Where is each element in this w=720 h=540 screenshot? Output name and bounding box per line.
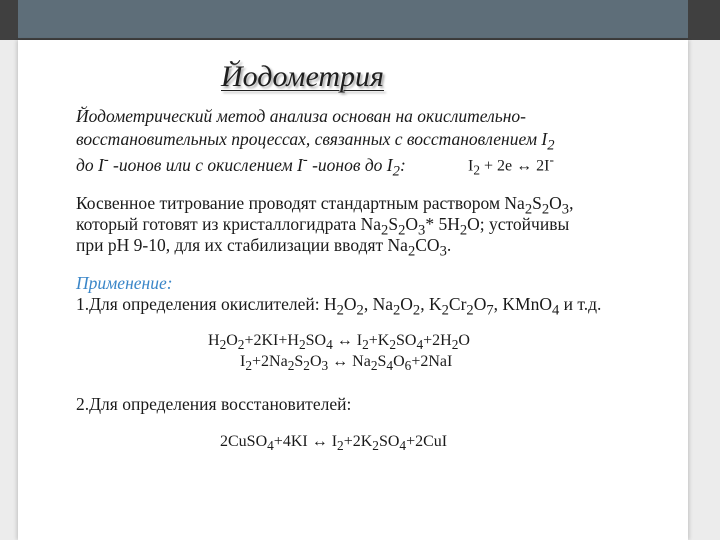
subscript: 3 (321, 358, 329, 374)
subscript: 2 (370, 358, 378, 374)
text: S (532, 193, 542, 213)
text: O; устойчивы (467, 214, 570, 234)
text: S (377, 353, 387, 370)
superscript: - (103, 152, 109, 168)
iodine-half-reaction (468, 152, 554, 179)
text: * 5H (425, 214, 460, 234)
text: O (549, 193, 562, 213)
subscript: 2 (412, 302, 421, 319)
reducers-item: 2.Для определения восстановителей: (76, 394, 352, 414)
subscript: 2 (466, 302, 474, 319)
subscript: 7 (486, 302, 494, 319)
superscript: - (302, 152, 308, 168)
text: O (473, 294, 487, 314)
text: +2Na (252, 353, 288, 370)
subscript: 2 (372, 438, 379, 454)
slide-title: Йодометрия (221, 60, 384, 93)
subscript: 4 (551, 302, 560, 319)
text: +4KI ↔ I (273, 433, 338, 450)
subscript: 2 (473, 162, 480, 178)
text: O (393, 353, 405, 370)
text: 1.Для определения окислителей: H (76, 294, 337, 314)
subscript: 2 (541, 201, 550, 218)
text: +2K (343, 433, 373, 450)
intro-line-3 (76, 152, 406, 180)
subscript: 4 (326, 337, 333, 353)
subscript: 2 (336, 302, 344, 319)
subscript: 2 (303, 358, 310, 374)
subscript: 2 (547, 137, 555, 154)
text: O (343, 294, 357, 314)
subscript: 2 (392, 302, 401, 319)
text: -ионов или с окислением I (108, 154, 303, 175)
text: , Na (363, 294, 393, 314)
text: O (309, 353, 322, 370)
oxidizers-item (76, 294, 601, 320)
text: H (208, 332, 220, 349)
slide (18, 40, 688, 540)
subscript: 2 (389, 337, 396, 353)
top-accent-band (18, 0, 688, 38)
subscript: 3 (561, 201, 570, 218)
text: ↔ Na (328, 353, 371, 370)
text: , KMnO (493, 294, 552, 314)
text: при pH 9-10, для их стабилизации вводят Na (76, 235, 408, 255)
text: и т.д. (559, 294, 602, 314)
text: SO (305, 332, 327, 349)
text: ↔ I (332, 332, 363, 349)
text: , K (420, 294, 442, 314)
text: SO (378, 433, 400, 450)
subscript: 2 (441, 302, 449, 319)
text: Косвенное титрование проводят стандартным раствором Na (76, 193, 525, 213)
subscript: 2 (337, 438, 344, 454)
text: S (388, 214, 399, 234)
subscript: 4 (399, 438, 407, 454)
subscript: 2 (381, 222, 389, 239)
text: : (399, 154, 406, 175)
text: -ионов до I (307, 154, 393, 175)
thiosulfate-equation (240, 353, 452, 374)
text: +2H (423, 332, 452, 349)
text: . (446, 235, 452, 255)
subscript: 4 (416, 337, 424, 353)
indirect-line-3 (76, 235, 451, 261)
text: Cr (448, 294, 467, 314)
text: I (240, 353, 246, 370)
subscript: 2 (524, 201, 533, 218)
text: S (294, 353, 304, 370)
text: +2NaI (411, 353, 453, 370)
subscript: 2 (237, 337, 245, 353)
intro-line-2 (76, 129, 554, 155)
text: I (468, 157, 474, 175)
subscript: 2 (287, 358, 295, 374)
subscript: 3 (439, 243, 447, 260)
text: который готовят из кристаллогидрата Na (76, 214, 382, 234)
text: CO (415, 235, 440, 255)
subscript: 4 (386, 358, 394, 374)
subscript: 2 (392, 163, 400, 180)
text: +2CuI (406, 433, 448, 450)
text: O (226, 332, 238, 349)
text: +K (368, 332, 390, 349)
text: до I (76, 154, 104, 175)
subscript: 3 (418, 222, 426, 239)
subscript: 2 (459, 222, 468, 239)
top-bar (0, 0, 720, 40)
subscript: 2 (219, 337, 227, 353)
copper-sulfate-equation (220, 433, 447, 454)
text: O (405, 214, 419, 234)
text: +2KI+H (244, 332, 299, 349)
subscript: 2 (398, 222, 406, 239)
subscript: 2 (362, 337, 369, 353)
text: SO (396, 332, 417, 349)
subscript: 6 (404, 358, 412, 374)
subscript: 2 (298, 337, 306, 353)
subscript: 2 (356, 302, 364, 319)
subscript: 2 (451, 337, 459, 353)
text: 2CuSO (220, 433, 268, 450)
subscript: 2 (245, 358, 252, 374)
intro-line-2-text: восстановительных процессах, связанных с восстановлением I (76, 129, 548, 149)
peroxide-equation (208, 332, 470, 353)
text: + 2e ↔ 2I (480, 157, 550, 175)
intro-line-1: Йодометрический метод анализа основан на окислительно- (76, 106, 526, 126)
subscript: 2 (407, 243, 416, 260)
text: , (569, 193, 574, 213)
text: O (458, 332, 470, 349)
text: O (400, 294, 413, 314)
superscript: - (549, 152, 554, 167)
application-heading: Применение: (76, 273, 173, 293)
subscript: 4 (267, 438, 274, 454)
